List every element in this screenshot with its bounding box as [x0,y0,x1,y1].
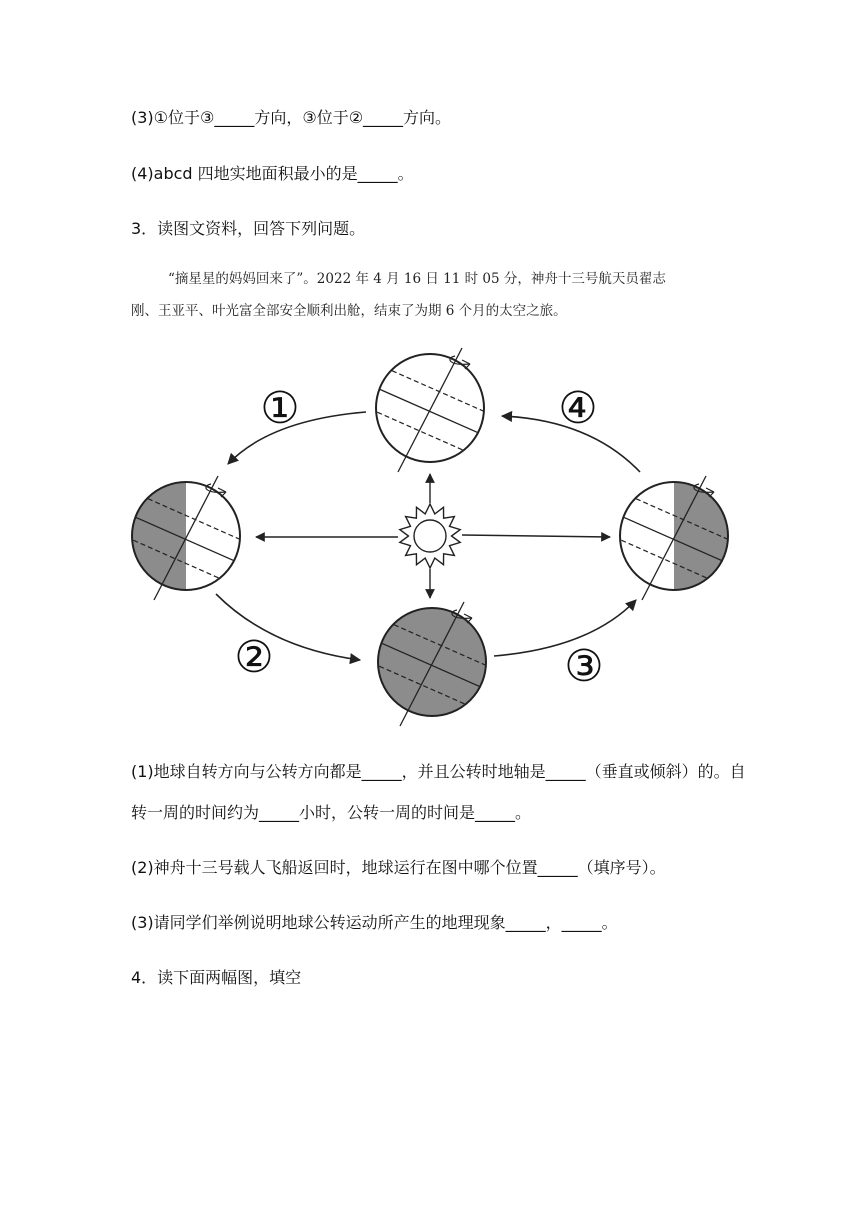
sun-icon [400,504,460,568]
question-3-sub1-line2: 转一周的时间约为_____小时，公转一周的时间是_____。 [131,803,532,822]
question-3-3: (3)①位于③_____方向，③位于②_____方向。 [131,108,452,127]
question-3-sub3: (3)请同学们举例说明地球公转运动所产生的地理现象_____，_____。 [131,913,618,932]
earth-bottom [372,602,492,726]
question-3-sub2: (2)神舟十三号载人飞船返回时，地球运行在图中哪个位置_____（填序号）。 [131,858,666,877]
position-label-4: ④ [558,383,598,434]
position-label-2: ② [234,632,274,683]
question-4-heading: 4．读下面两幅图，填空 [131,968,302,987]
question-3-4: (4)abcd 四地实地面积最小的是_____。 [131,164,414,183]
question-3-heading: 3．读图文资料，回答下列问题。 [131,219,366,238]
passage-line-2: 刚、王亚平、叶光富全部安全顺利出舱，结束了为期 6 个月的太空之旅。 [131,303,567,319]
earth-top [370,348,490,472]
position-label-1: ① [260,383,300,434]
passage-line-1: “摘星星的妈妈回来了”。2022 年 4 月 16 日 11 时 05 分，神舟十三号航天员翟志 [168,271,666,287]
position-label-3: ③ [564,641,604,692]
earth-left [126,476,246,600]
ray-to-right [462,535,610,537]
earth-right [614,476,734,600]
question-3-sub1-line1: (1)地球自转方向与公转方向都是_____，并且公转时地轴是_____（垂直或倾斜）的。自 [131,762,746,781]
